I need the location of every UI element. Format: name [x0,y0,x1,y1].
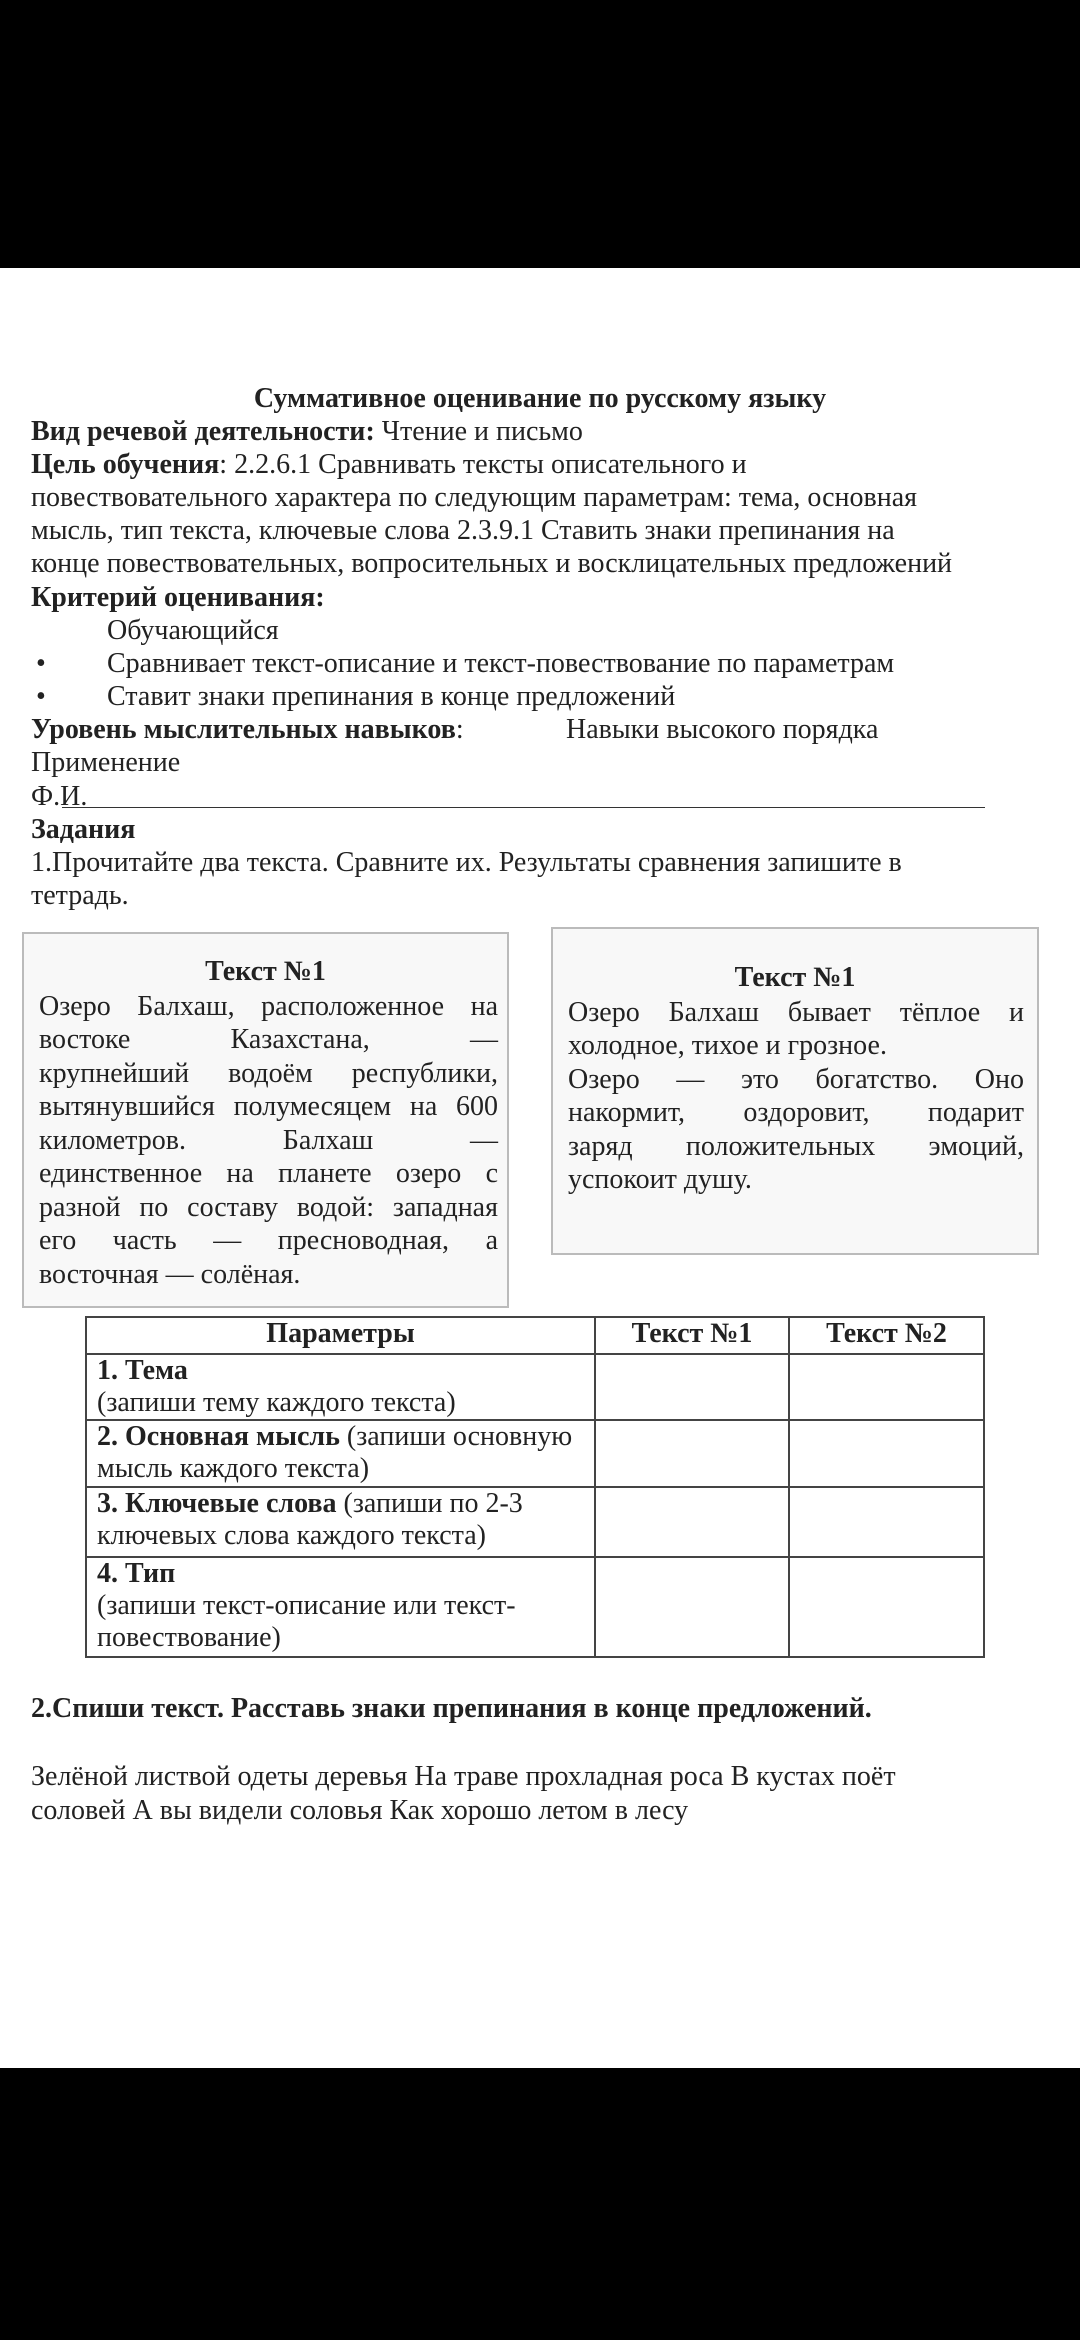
fi-label: Ф.И. [31,781,88,812]
text2-title: Текст №1 [734,962,856,993]
fi-input-line[interactable] [62,807,985,808]
text2-line: накормит, оздоровит, подарит [568,1097,1024,1128]
header-parameters: Параметры [86,1317,595,1354]
activity-label: Вид речевой деятельности: [31,416,375,447]
header-text2: Текст №2 [789,1317,984,1354]
text2-line: Озеро Балхаш бывает тёплое и [568,997,1024,1028]
goal-text: : 2.2.6.1 Сравнивать тексты описательного и [219,449,747,480]
text1-title: Текст №1 [205,956,326,987]
task1-line-2: тетрадь. [31,880,129,911]
text1-line: Озеро Балхаш, расположенное на [39,991,498,1022]
task1-line-1: 1.Прочитайте два текста. Сравните их. Результаты сравнения запишите в [31,847,902,878]
text1-line: его часть — пресноводная, а [39,1225,498,1256]
answer-cell[interactable] [789,1487,984,1557]
bullet-icon: • [36,681,46,712]
param-cell [86,1354,595,1420]
goal-line-2: повествовательного характера по следующим параметрам: тема, основная [31,482,918,513]
table-row [86,1487,984,1557]
goal-label: Цель обучения [31,449,220,480]
answer-cell[interactable] [789,1354,984,1420]
text1-line: километров. Балхаш — [39,1125,498,1156]
param-hint: (запиши текст-описание или текст-повествование) [97,1590,516,1653]
text1-box [22,932,509,1308]
goal-line-1 [31,448,747,481]
text2-line: Озеро — это богатство. Оно [568,1064,1024,1095]
criteria-label: Критерий оценивания: [31,582,325,613]
table-row [86,1420,984,1487]
text1-line: разной по составу водой: западная [39,1192,498,1223]
answer-cell[interactable] [789,1420,984,1487]
goal-line-4: конце повествовательных, вопросительных и восклицательных предложений [31,548,953,579]
answer-cell[interactable] [595,1354,789,1420]
text2-line: заряд положительных эмоций, [568,1131,1024,1162]
answer-cell[interactable] [789,1557,984,1657]
text1-line: крупнейший водоём республики, [39,1058,498,1089]
param-hint: (запиши основную мысль каждого текста) [97,1421,573,1484]
text2-line: холодное, тихое и грозное. [568,1030,887,1061]
criterion-1: Сравнивает текст-описание и текст-повествование по параметрам [107,648,895,679]
param-cell [86,1420,595,1487]
answer-cell[interactable] [595,1487,789,1557]
text1-line: единственное на планете озеро с [39,1158,498,1189]
document-title: Суммативное оценивание по русскому языку [253,383,827,414]
param-title: 1. Тема [97,1355,188,1386]
answer-cell[interactable] [595,1420,789,1487]
activity-line [31,415,583,448]
comparison-table [85,1316,985,1658]
application-label: Применение [31,747,181,778]
answer-cell[interactable] [595,1557,789,1657]
activity-value: Чтение и письмо [381,416,583,447]
text1-line: восточная — солёная. [39,1259,301,1290]
goal-line-3: мысль, тип текста, ключевые слова 2.3.9.1 Ставить знаки препинания на [31,515,895,546]
task2-title: 2.Спиши текст. Расставь знаки препинания в конце предложений. [31,1693,872,1724]
param-title: 3. Ключевые слова [97,1488,337,1519]
criterion-2: Ставит знаки препинания в конце предложений [107,681,676,712]
table-header-row [86,1317,984,1354]
text1-line: вытянувшийся полумесяцем на 600 [39,1091,498,1122]
param-title: 2. Основная мысль [97,1421,340,1452]
param-title: 4. Тип [97,1558,176,1589]
text2-line: успокоит душу. [568,1164,752,1195]
param-cell [86,1487,595,1557]
param-hint: (запиши по 2-3 ключевых слова каждого текста) [97,1488,523,1551]
param-hint: (запиши тему каждого текста) [97,1387,456,1418]
text2-box [551,927,1039,1255]
bullet-icon: • [36,648,46,679]
task2-line-1: Зелёной листвой одеты деревья На траве прохладная роса В кустах поёт [31,1761,896,1792]
text1-line: востоке Казахстана, — [39,1024,498,1055]
header-text1: Текст №1 [595,1317,789,1354]
level-label: Уровень мыслительных навыков [31,714,456,745]
level-colon: : [455,714,464,745]
table-row [86,1557,984,1657]
tasks-label: Задания [31,814,136,845]
level-value: Навыки высокого порядка [566,714,879,745]
task2-line-2: соловей А вы видели соловья Как хорошо летом в лесу [31,1795,689,1826]
param-cell [86,1557,595,1657]
table-row [86,1354,984,1420]
learner-label: Обучающийся [107,615,279,646]
level-line [31,713,464,746]
document-page [0,268,1080,2068]
